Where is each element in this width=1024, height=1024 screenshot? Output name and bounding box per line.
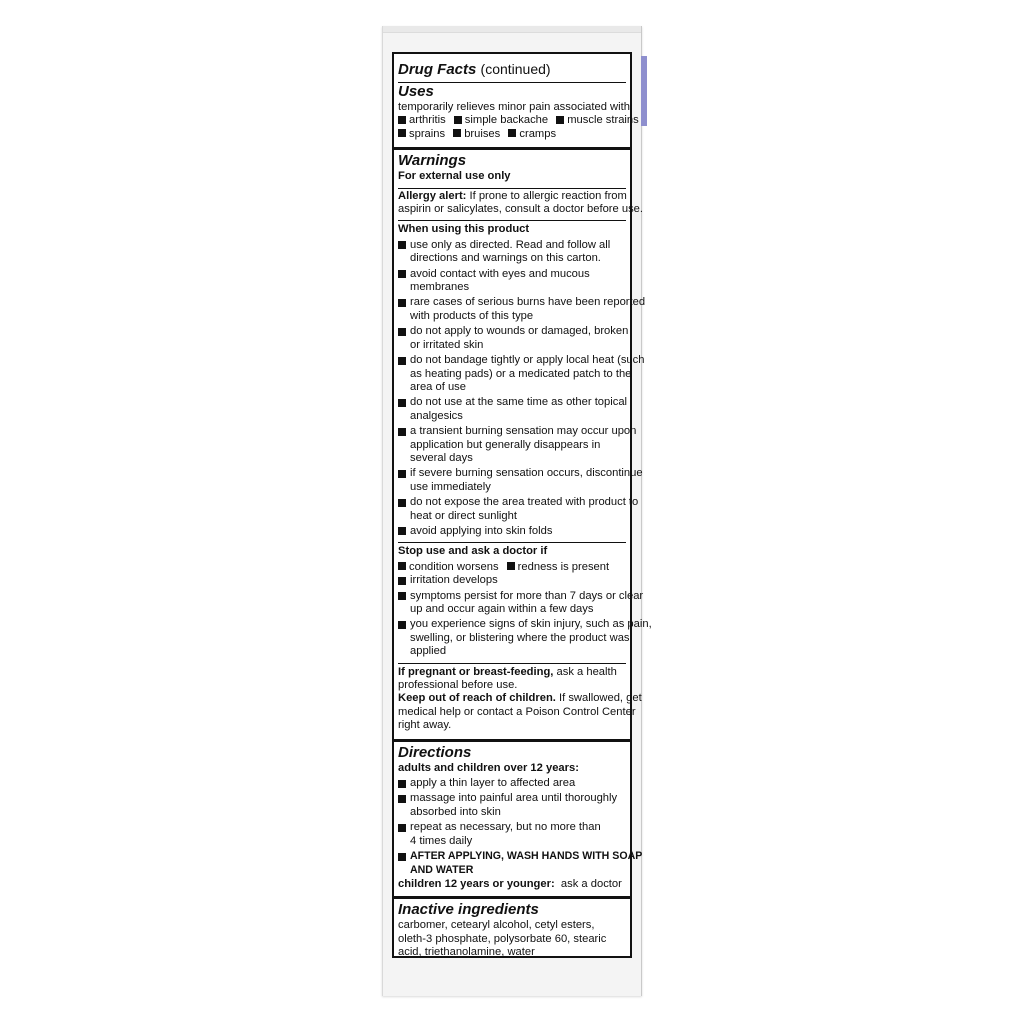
list-item: cramps xyxy=(519,127,557,140)
bullet-square-icon xyxy=(398,129,406,137)
stop-use-section xyxy=(394,543,652,658)
keep-out-text-1: If swallowed, get xyxy=(559,692,642,705)
stop-use-row-1 xyxy=(398,561,626,574)
uses-heading: Uses xyxy=(398,83,434,100)
section-divider xyxy=(394,739,630,742)
inactive-line-1: carbomer, cetearyl alcohol, cetyl esters, xyxy=(398,919,595,932)
bullet-square-icon xyxy=(398,499,406,507)
directions-list xyxy=(398,777,626,848)
list-item-line: repeat as necessary, but no more than xyxy=(410,821,601,834)
list-item: condition worsens xyxy=(409,560,499,573)
list-item: arthritis xyxy=(409,114,446,127)
pregnant-notice xyxy=(394,664,642,733)
bullet-square-icon xyxy=(556,116,564,124)
list-item: redness is present xyxy=(517,560,610,573)
list-item-line: 4 times daily xyxy=(410,834,473,847)
list-item xyxy=(398,425,637,465)
list-item: muscle strains xyxy=(567,114,639,127)
bullet-square-icon xyxy=(398,270,406,278)
list-item-line: heat or direct sunlight xyxy=(410,509,517,522)
list-item-line: several days xyxy=(410,451,473,464)
list-item xyxy=(398,574,626,587)
list-item xyxy=(398,821,626,848)
list-item: sprains xyxy=(409,127,446,140)
list-item-line: symptoms persist for more than 7 days or clear xyxy=(410,589,644,602)
list-item-line: rare cases of serious burns have been reported xyxy=(410,296,646,309)
list-item-line: with products of this type xyxy=(410,309,534,322)
list-item xyxy=(398,525,626,538)
list-item xyxy=(398,268,626,295)
bullet-square-icon xyxy=(398,577,406,585)
bullet-square-icon xyxy=(398,795,406,803)
keep-out-label: Keep out of reach of children. xyxy=(398,692,556,705)
bullet-square-icon xyxy=(398,780,406,788)
pregnant-text-2: professional before use. xyxy=(398,679,518,692)
list-item-line: application but generally disappears in xyxy=(410,438,601,451)
list-item-line: applied xyxy=(410,645,447,658)
list-item-line: membranes xyxy=(410,281,470,294)
children-label: children 12 years or younger: xyxy=(398,877,555,890)
list-item-line: do not apply to wounds or damaged, broken xyxy=(410,325,629,338)
when-using-section xyxy=(394,221,646,538)
list-item-line: if severe burning sensation occurs, discontinue xyxy=(410,467,643,480)
bullet-square-icon xyxy=(453,129,461,137)
list-item-line: up and occur again within a few days xyxy=(410,603,594,615)
bullet-square-icon xyxy=(398,399,406,407)
bullet-square-icon xyxy=(398,621,406,629)
list-item-line: a transient burning sensation may occur upon xyxy=(410,425,637,438)
list-item xyxy=(398,396,626,423)
section-divider xyxy=(394,896,630,899)
bullet-square-icon xyxy=(398,470,406,478)
list-item xyxy=(398,850,643,877)
inactive-section xyxy=(394,901,630,959)
list-item-line: do not bandage tightly or apply local heat (such xyxy=(410,354,645,367)
list-item-line: swelling, or blistering where the product was xyxy=(410,631,630,644)
list-item-line: do not use at the same time as other topical xyxy=(410,396,628,409)
drug-facts-continued: (continued) xyxy=(480,61,551,77)
stop-use-list xyxy=(398,574,652,658)
external-use-notice: For external use only xyxy=(398,170,511,183)
bullet-square-icon xyxy=(398,592,406,600)
inactive-line-3: acid, triethanolamine, water xyxy=(398,946,535,959)
list-item xyxy=(398,618,652,658)
list-item xyxy=(398,325,629,352)
list-item xyxy=(398,354,645,394)
list-item-line: as heating pads) or a medicated patch to the xyxy=(410,367,632,380)
list-item-line: apply a thin layer to affected area xyxy=(410,777,576,790)
bullet-square-icon xyxy=(398,241,406,249)
uses-section xyxy=(394,83,639,141)
when-using-heading: When using this product xyxy=(398,223,530,236)
list-item-line: area of use xyxy=(410,380,466,393)
list-item-line: absorbed into skin xyxy=(410,805,501,818)
bullet-square-icon xyxy=(398,328,406,336)
drug-facts-title: Drug Facts xyxy=(398,61,477,78)
bullet-square-icon xyxy=(507,562,515,570)
allergy-text-2: aspirin or salicylates, consult a doctor before use. xyxy=(398,203,644,216)
drug-facts-panel xyxy=(392,52,652,959)
bullet-square-icon xyxy=(454,116,462,124)
pregnant-text-1: ask a health xyxy=(556,665,617,678)
inactive-line-2: oleth-3 phosphate, polysorbate 60, stearic xyxy=(398,932,607,945)
directions-section xyxy=(394,743,643,892)
carton-side-accent xyxy=(641,56,647,126)
list-item-line: or irritated skin xyxy=(410,338,484,351)
when-using-list xyxy=(398,238,646,539)
warnings-section xyxy=(394,152,630,183)
wash-hands-notice-1: AFTER APPLYING, WASH HANDS WITH SOAP xyxy=(410,850,643,863)
bullet-square-icon xyxy=(398,824,406,832)
bullet-square-icon xyxy=(398,357,406,365)
list-item: bruises xyxy=(464,127,501,140)
uses-intro: temporarily relieves minor pain associated with: xyxy=(398,101,634,113)
bullet-square-icon xyxy=(398,116,406,124)
list-item xyxy=(398,777,626,790)
children-text: ask a doctor xyxy=(560,877,622,890)
list-item xyxy=(398,296,646,323)
list-item-line: use only as directed. Read and follow all xyxy=(410,238,611,251)
directions-adults: adults and children over 12 years: xyxy=(398,761,579,774)
bullet-square-icon xyxy=(398,562,406,570)
list-item xyxy=(398,239,626,266)
list-item-line: directions and warnings on this carton. xyxy=(410,252,601,265)
list-item xyxy=(398,589,644,617)
list-item-line: avoid contact with eyes and mucous xyxy=(410,267,590,280)
list-item: simple backache xyxy=(464,114,549,127)
uses-row-1 xyxy=(398,114,639,127)
bullet-square-icon xyxy=(398,853,406,861)
wash-hands-notice-2: AND WATER xyxy=(410,863,474,876)
uses-row-2 xyxy=(398,128,626,141)
pregnant-label: If pregnant or breast-feeding, xyxy=(398,665,554,678)
warnings-heading: Warnings xyxy=(398,152,467,170)
allergy-alert xyxy=(394,189,644,217)
list-item xyxy=(398,792,626,819)
list-item-line: do not expose the area treated with product to xyxy=(410,496,639,509)
stop-use-heading: Stop use and ask a doctor if xyxy=(398,545,548,558)
list-item-line: use immediately xyxy=(410,480,491,493)
drug-facts-header xyxy=(394,54,630,79)
list-item xyxy=(398,467,643,494)
list-item-line: analgesics xyxy=(410,409,463,422)
bullet-square-icon xyxy=(398,527,406,535)
list-item xyxy=(398,496,639,523)
bullet-square-icon xyxy=(508,129,516,137)
directions-heading: Directions xyxy=(398,743,472,761)
list-item-line: avoid applying into skin folds xyxy=(410,524,553,537)
allergy-text-1: If prone to allergic reaction from xyxy=(469,189,627,202)
keep-out-text-3: right away. xyxy=(398,719,452,732)
bullet-square-icon xyxy=(398,299,406,307)
bullet-square-icon xyxy=(398,428,406,436)
list-item-line: massage into painful area until thoroughly xyxy=(410,792,618,805)
inactive-heading: Inactive ingredients xyxy=(398,901,539,919)
list-item-line: irritation develops xyxy=(410,574,498,587)
list-item-line: you experience signs of skin injury, such as pain, xyxy=(410,618,652,631)
section-divider xyxy=(394,147,630,150)
allergy-label: Allergy alert: xyxy=(398,189,467,202)
keep-out-text-2: medical help or contact a Poison Control Center xyxy=(398,705,636,718)
carton-top-edge xyxy=(383,26,641,33)
